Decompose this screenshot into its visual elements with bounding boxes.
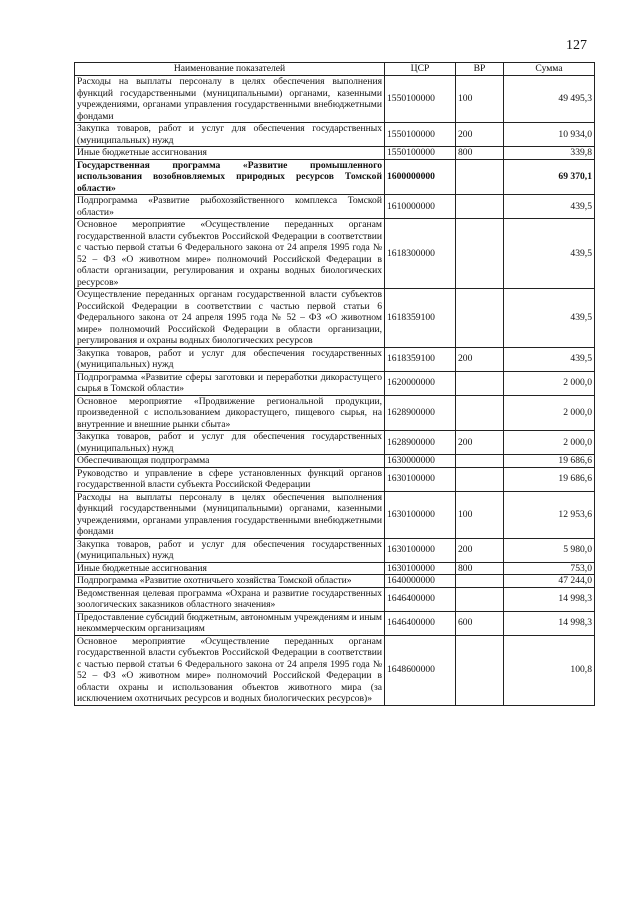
row-sum-cell: 12 953,6 [504,491,595,538]
budget-table [74,62,595,706]
row-name-cell: Государственная программа «Развитие промышленного использования возобновляемых природных ресурсов Томской области» [75,159,385,195]
row-csr-cell: 1628900000 [385,395,456,431]
row-vr-cell: 100 [456,491,504,538]
row-name-cell: Подпрограмма «Развитие рыбохозяйственного комплекса Томской области» [75,195,385,219]
row-sum-cell: 2 000,0 [504,431,595,455]
row-sum-cell: 753,0 [504,562,595,575]
row-sum-cell: 19 686,6 [504,467,595,491]
row-vr-cell: 800 [456,147,504,160]
row-vr-cell [456,455,504,468]
row-name-cell: Основное мероприятие «Осуществление переданных органам государственной власти субъектов Российской Федерации в соответствии с частью первой статьи 6 Федерального закона от 24 апреля 1995 года № 52 – ФЗ «О животном мире» полномочий Российской Федерации в области организации, регулирования и охраны водных биологических ресурсов» [75,219,385,289]
row-vr-cell: 200 [456,123,504,147]
row-name-cell: Обеспечивающая подпрограмма [75,455,385,468]
row-name-cell: Ведомственная целевая программа «Охрана и развитие государственных зоологических заказников областного значения» [75,587,385,611]
row-name-cell: Иные бюджетные ассигнования [75,147,385,160]
row-name-cell: Основное мероприятие «Осуществление переданных органам государственной власти субъектов Российской Федерации в соответствии с частью первой статьи 6 Федерального закона от 24 апреля 1995 года № 52 – ФЗ «О животном мире» полномочий Российской Федерации в области охраны и использования объектов животного мира (за исключением охотничьих ресурсов и водных биологических ресурсов)» [75,635,385,705]
row-name-cell: Расходы на выплаты персоналу в целях обеспечения выполнения функций государственными (муниципальными) органами, казенными учреждениями, органами управления государственными внебюджетными фондами [75,76,385,123]
row-vr-cell [456,635,504,705]
row-csr-cell: 1646400000 [385,611,456,635]
row-name-cell: Закупка товаров, работ и услуг для обеспечения государственных (муниципальных) нужд [75,431,385,455]
row-name-cell: Осуществление переданных органам государственной власти субъектов Российской Федерации в соответствии с частью первой статьи 6 Федерального закона от 24 апреля 1995 года № 52 – ФЗ «О животном мире» полномочий Российской Федерации в области организации, регулирования и охраны водных биологических ресурсов [75,289,385,348]
row-sum-cell: 100,8 [504,635,595,705]
header-name: Наименование показателей [75,63,385,76]
row-name-cell: Основное мероприятие «Продвижение региональной продукции, произведенной с использованием дикорастущего, пищевого сырья, на внутренние и внешние рынки сбыта» [75,395,385,431]
row-csr-cell: 1610000000 [385,195,456,219]
row-vr-cell: 200 [456,431,504,455]
row-name-cell: Расходы на выплаты персоналу в целях обеспечения выполнения функций государственными (муниципальными) органами, казенными учреждениями, органами управления государственными внебюджетными фондами [75,491,385,538]
row-sum-cell: 47 244,0 [504,575,595,588]
row-csr-cell: 1600000000 [385,159,456,195]
row-vr-cell [456,395,504,431]
row-csr-cell: 1618300000 [385,219,456,289]
row-csr-cell: 1630100000 [385,491,456,538]
table-row [75,491,595,538]
row-csr-cell: 1630100000 [385,538,456,562]
row-sum-cell: 439,5 [504,347,595,371]
page-number: 127 [566,38,587,53]
table-row [75,76,595,123]
row-csr-cell: 1550100000 [385,123,456,147]
row-sum-cell: 5 980,0 [504,538,595,562]
row-sum-cell: 14 998,3 [504,611,595,635]
row-name-cell: Руководство и управление в сфере установленных функций органов государственной власти субъекта Российской Федерации [75,467,385,491]
row-vr-cell [456,587,504,611]
row-csr-cell: 1646400000 [385,587,456,611]
row-name-cell: Иные бюджетные ассигнования [75,562,385,575]
row-sum-cell: 49 495,3 [504,76,595,123]
row-sum-cell: 339,8 [504,147,595,160]
row-sum-cell: 439,5 [504,219,595,289]
header-csr: ЦСР [385,63,456,76]
table-row [75,575,595,588]
row-csr-cell: 1630000000 [385,455,456,468]
row-vr-cell [456,289,504,348]
row-sum-cell: 2 000,0 [504,371,595,395]
table-row [75,467,595,491]
table-row [75,159,595,195]
table-row [75,219,595,289]
row-vr-cell: 800 [456,562,504,575]
row-name-cell: Предоставление субсидий бюджетным, автономным учреждениям и иным некоммерческим организациям [75,611,385,635]
table-row [75,587,595,611]
row-vr-cell [456,575,504,588]
table-row [75,611,595,635]
row-vr-cell: 600 [456,611,504,635]
table-header-row [75,63,595,76]
row-csr-cell: 1618359100 [385,347,456,371]
row-name-cell: Подпрограмма «Развитие охотничьего хозяйства Томской области» [75,575,385,588]
table-row [75,562,595,575]
table-row [75,289,595,348]
row-csr-cell: 1648600000 [385,635,456,705]
table-row [75,635,595,705]
header-sum: Сумма [504,63,595,76]
row-vr-cell: 200 [456,347,504,371]
row-vr-cell [456,467,504,491]
row-sum-cell: 439,5 [504,289,595,348]
table-row [75,123,595,147]
row-csr-cell: 1550100000 [385,76,456,123]
table-row [75,147,595,160]
row-name-cell: Закупка товаров, работ и услуг для обеспечения государственных (муниципальных) нужд [75,538,385,562]
row-name-cell: Закупка товаров, работ и услуг для обеспечения государственных (муниципальных) нужд [75,347,385,371]
row-sum-cell: 2 000,0 [504,395,595,431]
row-name-cell: Закупка товаров, работ и услуг для обеспечения государственных (муниципальных) нужд [75,123,385,147]
row-csr-cell: 1620000000 [385,371,456,395]
row-csr-cell: 1618359100 [385,289,456,348]
row-sum-cell: 19 686,6 [504,455,595,468]
row-vr-cell [456,371,504,395]
row-vr-cell [456,195,504,219]
table-row [75,195,595,219]
table-row [75,371,595,395]
row-csr-cell: 1630100000 [385,562,456,575]
row-vr-cell [456,219,504,289]
table-row [75,395,595,431]
row-csr-cell: 1640000000 [385,575,456,588]
row-sum-cell: 14 998,3 [504,587,595,611]
table-row [75,538,595,562]
row-csr-cell: 1628900000 [385,431,456,455]
row-name-cell: Подпрограмма «Развитие сферы заготовки и переработки дикорастущего сырья в Томской области» [75,371,385,395]
row-sum-cell: 69 370,1 [504,159,595,195]
row-csr-cell: 1630100000 [385,467,456,491]
row-sum-cell: 10 934,0 [504,123,595,147]
row-sum-cell: 439,5 [504,195,595,219]
table-row [75,431,595,455]
header-vr: ВР [456,63,504,76]
row-vr-cell: 100 [456,76,504,123]
row-csr-cell: 1550100000 [385,147,456,160]
row-vr-cell [456,159,504,195]
table-row [75,455,595,468]
table-row [75,347,595,371]
row-vr-cell: 200 [456,538,504,562]
